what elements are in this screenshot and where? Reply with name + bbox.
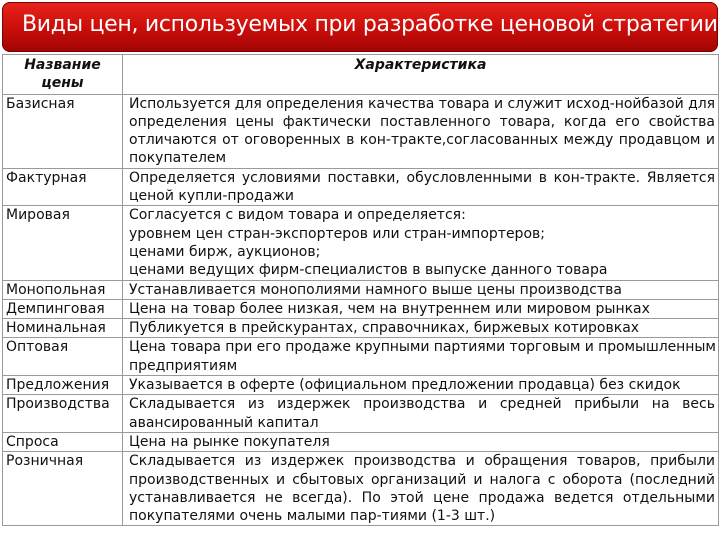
table-row [3,338,719,376]
price-description-cell [123,319,719,338]
description-line: Определяется условиями поставки, обусловленными в кон-тракте. Является [129,169,715,186]
description-line: Публикуется в прейскурантах, справочниках, биржевых котировках [129,320,640,337]
description-line: Цена на рынке покупателя [129,433,330,450]
description-line: отличаются от оговоренных в кон-тракте,согласованных между продавцом и [129,132,715,149]
price-description-cell [123,395,719,433]
description-line: Цена товара при его продаже крупными партиями торговым и промышленным [129,339,716,356]
description-line: Согласуется с видом товара и определяется: [129,207,466,224]
column-header-name-line2: цены [41,75,84,92]
column-header-name-line1: Название [24,57,101,73]
description-line: ценами ведущих фирм-специалистов в выпуске данного товара [129,262,608,279]
price-description-cell [123,452,719,526]
description-line: устанавливается не всегда). По этой цене продажа ведется отдельными [129,489,715,506]
price-name-cell: Демпинговая [3,299,123,318]
price-name-cell: Номинальная [3,319,123,338]
table-row [3,206,719,280]
table-header-row [3,55,719,95]
page-title: Виды цен, используемых при разработке ценовой стратегии [22,12,718,37]
price-description-cell [123,280,719,299]
price-name-cell: Базисная [3,94,123,168]
price-name-cell: Спроса [3,432,123,451]
description-line: покупателем [129,150,227,167]
table-row [3,280,719,299]
description-line: Складывается из издержек производства и средней прибыли на весь [129,396,715,413]
price-name-cell: Производства [3,395,123,433]
column-header-name [3,55,123,95]
price-name-cell: Предложения [3,376,123,395]
price-name-cell: Мировая [3,206,123,280]
price-description-cell [123,299,719,318]
price-name-cell: Оптовая [3,338,123,376]
description-line: Указывается в оферте (официальном предложении продавца) без скидок [129,377,681,394]
description-line: Складывается из издержек производства и обращения товаров, прибыли [129,453,715,470]
price-description-cell [123,432,719,451]
description-line: предприятиям [129,357,238,374]
table-row [3,299,719,318]
description-line: авансированный капитал [129,414,319,431]
table-row [3,319,719,338]
price-description-cell [123,168,719,206]
description-line: уровнем цен стран-экспортеров или стран-импортеров; [129,225,545,242]
price-description-cell [123,206,719,280]
description-line: производственных и сбытовых организаций и налога с оборота (последний [129,471,715,488]
price-description-cell [123,94,719,168]
description-line: определения цены фактически поставленного товара, когда его свойства [129,113,715,130]
price-name-cell: Монопольная [3,280,123,299]
table-row [3,452,719,526]
description-line: Используется для определения качества товара и служит исход-нойбазой для [129,95,716,112]
table-row [3,395,719,433]
table-row [3,376,719,395]
description-line: покупателями очень малыми пар-тиями (1-3 шт.) [129,508,496,525]
price-description-cell [123,338,719,376]
description-line: Цена на товар более низкая, чем на внутреннем или мировом рынках [129,300,650,317]
price-name-cell: Фактурная [3,168,123,206]
description-line: Устанавливается монополиями намного выше цены производства [129,281,622,298]
price-description-cell [123,376,719,395]
table-row [3,94,719,168]
description-line: ценой купли-продажи [129,188,294,205]
column-header-description: Характеристика [123,55,719,95]
table-row [3,168,719,206]
table-row [3,432,719,451]
price-types-table [2,54,719,526]
price-name-cell: Розничная [3,452,123,526]
title-bar [2,2,718,52]
table-body [3,94,719,526]
description-line: ценами бирж, аукционов; [129,243,321,260]
